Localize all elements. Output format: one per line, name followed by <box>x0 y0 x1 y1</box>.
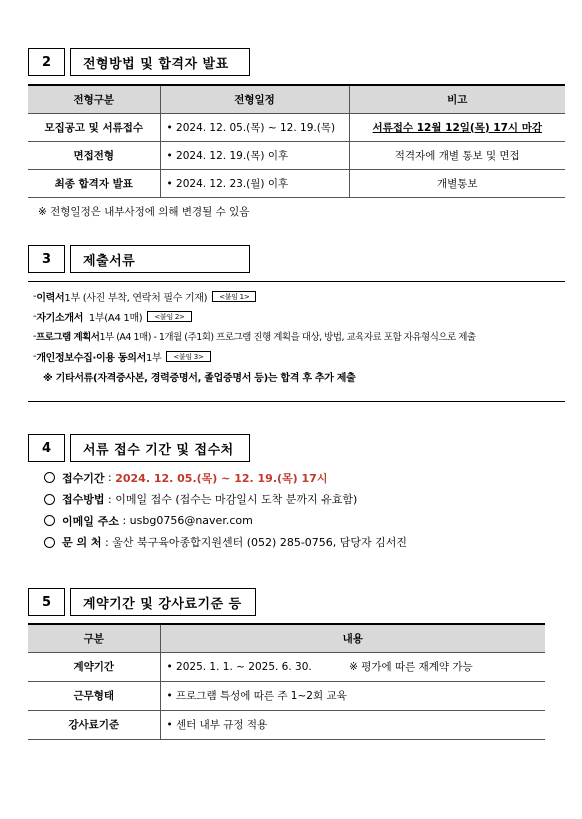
item-name: 이력서 <box>36 292 65 304</box>
contract-period: • 2025. 1. 1. ~ 2025. 6. 30. <box>166 661 312 673</box>
item-detail: 1부 (A4 1매) - 1개월 (주1회) 프로그램 진행 계획을 대상, 방법, 교육자료 포함 자유형식으로 제출 <box>99 332 476 343</box>
contract-note: ※ 평가에 따른 재계약 가능 <box>349 661 473 673</box>
cell-date: • 2024. 12. 19.(목) 이후 <box>160 141 349 169</box>
section-4-header <box>28 434 250 462</box>
section-3-header <box>28 245 250 273</box>
col-header: 전형일정 <box>160 85 349 113</box>
list-item <box>44 532 407 554</box>
circle-bullet-icon <box>44 537 55 548</box>
separator: : <box>104 492 116 506</box>
table-row <box>28 141 565 169</box>
cell-type: 모집공고 및 서류접수 <box>28 113 160 141</box>
cell-type: 최종 합격자 발표 <box>28 169 160 197</box>
section-number: 4 <box>28 434 65 462</box>
item-name: 개인정보수집·이용 동의서 <box>36 352 146 364</box>
bullet: - <box>33 310 37 322</box>
cell-type: 면접전형 <box>28 141 160 169</box>
cell-note: 서류접수 12월 12일(목) 17시 마감 <box>349 113 565 141</box>
col-header: 비고 <box>349 85 565 113</box>
submission-info-list <box>44 467 407 553</box>
table-row <box>28 681 545 710</box>
attachment-tag: <붙임 3> <box>166 351 210 362</box>
section-number: 5 <box>28 588 65 616</box>
table-row <box>28 652 545 681</box>
col-header: 내용 <box>160 624 545 652</box>
item-detail: 1부 (사진 부착, 연락처 필수 기재) <box>64 292 208 304</box>
circle-bullet-icon <box>44 494 55 505</box>
item-label: 문 의 처 <box>62 536 102 550</box>
attachment-tag: <붙임 1> <box>212 291 256 302</box>
bullet: - <box>33 290 37 302</box>
item-detail: 1부 <box>145 352 162 364</box>
item-label: 접수기간 <box>62 471 105 485</box>
attachment-tag: <붙임 2> <box>147 311 191 322</box>
table-row <box>28 710 545 739</box>
list-item <box>33 306 565 326</box>
bullet: - <box>33 350 37 362</box>
section-2-header <box>28 48 250 76</box>
item-label: 접수방법 <box>62 493 105 507</box>
section-number: 2 <box>28 48 65 76</box>
section-title: 계약기간 및 강사료기준 등 <box>70 588 256 616</box>
documents-list <box>33 286 565 386</box>
cell-value: • 프로그램 특성에 따른 주 1~2회 교육 <box>160 681 545 710</box>
section-number: 3 <box>28 245 65 273</box>
section-5-header <box>28 588 256 616</box>
cell-label: 근무형태 <box>28 681 160 710</box>
bullet: - <box>33 330 36 342</box>
item-value: 이메일 접수 (접수는 마감일시 도착 분까지 유효함) <box>115 493 358 507</box>
item-label: 이메일 주소 <box>62 514 119 528</box>
section-title: 전형방법 및 합격자 발표 <box>70 48 250 76</box>
section-title: 제출서류 <box>70 245 250 273</box>
table-row <box>28 169 565 197</box>
list-item <box>44 510 407 532</box>
cell-label: 계약기간 <box>28 652 160 681</box>
list-item <box>33 326 565 346</box>
divider <box>28 401 565 402</box>
cell-value <box>160 652 545 681</box>
extra-note: ※ 기타서류(자격증사본, 경력증명서, 졸업증명서 등)는 합격 후 추가 제출 <box>43 372 356 384</box>
circle-bullet-icon <box>44 472 55 483</box>
item-value: 울산 북구육아종합지원센터 (052) 285-0756, 담당자 김서진 <box>112 536 408 550</box>
list-item <box>44 467 407 489</box>
cell-note: 적격자에 개별 통보 및 면접 <box>349 141 565 169</box>
item-value: 2024. 12. 05.(목) ~ 12. 19.(목) 17시 <box>115 471 328 485</box>
section-title: 서류 접수 기간 및 접수처 <box>70 434 250 462</box>
separator: : <box>118 514 130 528</box>
list-item <box>44 489 407 511</box>
item-detail: 1부(A4 1매) <box>83 312 143 324</box>
schedule-table <box>28 84 565 198</box>
cell-date: • 2024. 12. 23.(월) 이후 <box>160 169 349 197</box>
item-name: 프로그램 계획서 <box>35 332 100 343</box>
list-item <box>33 346 565 366</box>
col-header: 전형구분 <box>28 85 160 113</box>
schedule-footnote: ※ 전형일정은 내부사정에 의해 변경될 수 있음 <box>38 206 250 218</box>
item-name: 자기소개서 <box>36 312 84 324</box>
separator: : <box>104 471 116 485</box>
table-row <box>28 113 565 141</box>
cell-note: 개별통보 <box>349 169 565 197</box>
cell-label: 강사료기준 <box>28 710 160 739</box>
circle-bullet-icon <box>44 515 55 526</box>
list-item <box>33 286 565 306</box>
email-address[interactable]: usbg0756@naver.com <box>129 514 253 528</box>
separator: : <box>101 535 113 549</box>
divider <box>28 281 565 282</box>
contract-table <box>28 623 545 740</box>
cell-value: • 센터 내부 규정 적용 <box>160 710 545 739</box>
cell-date: • 2024. 12. 05.(목) ~ 12. 19.(목) <box>160 113 349 141</box>
col-header: 구분 <box>28 624 160 652</box>
